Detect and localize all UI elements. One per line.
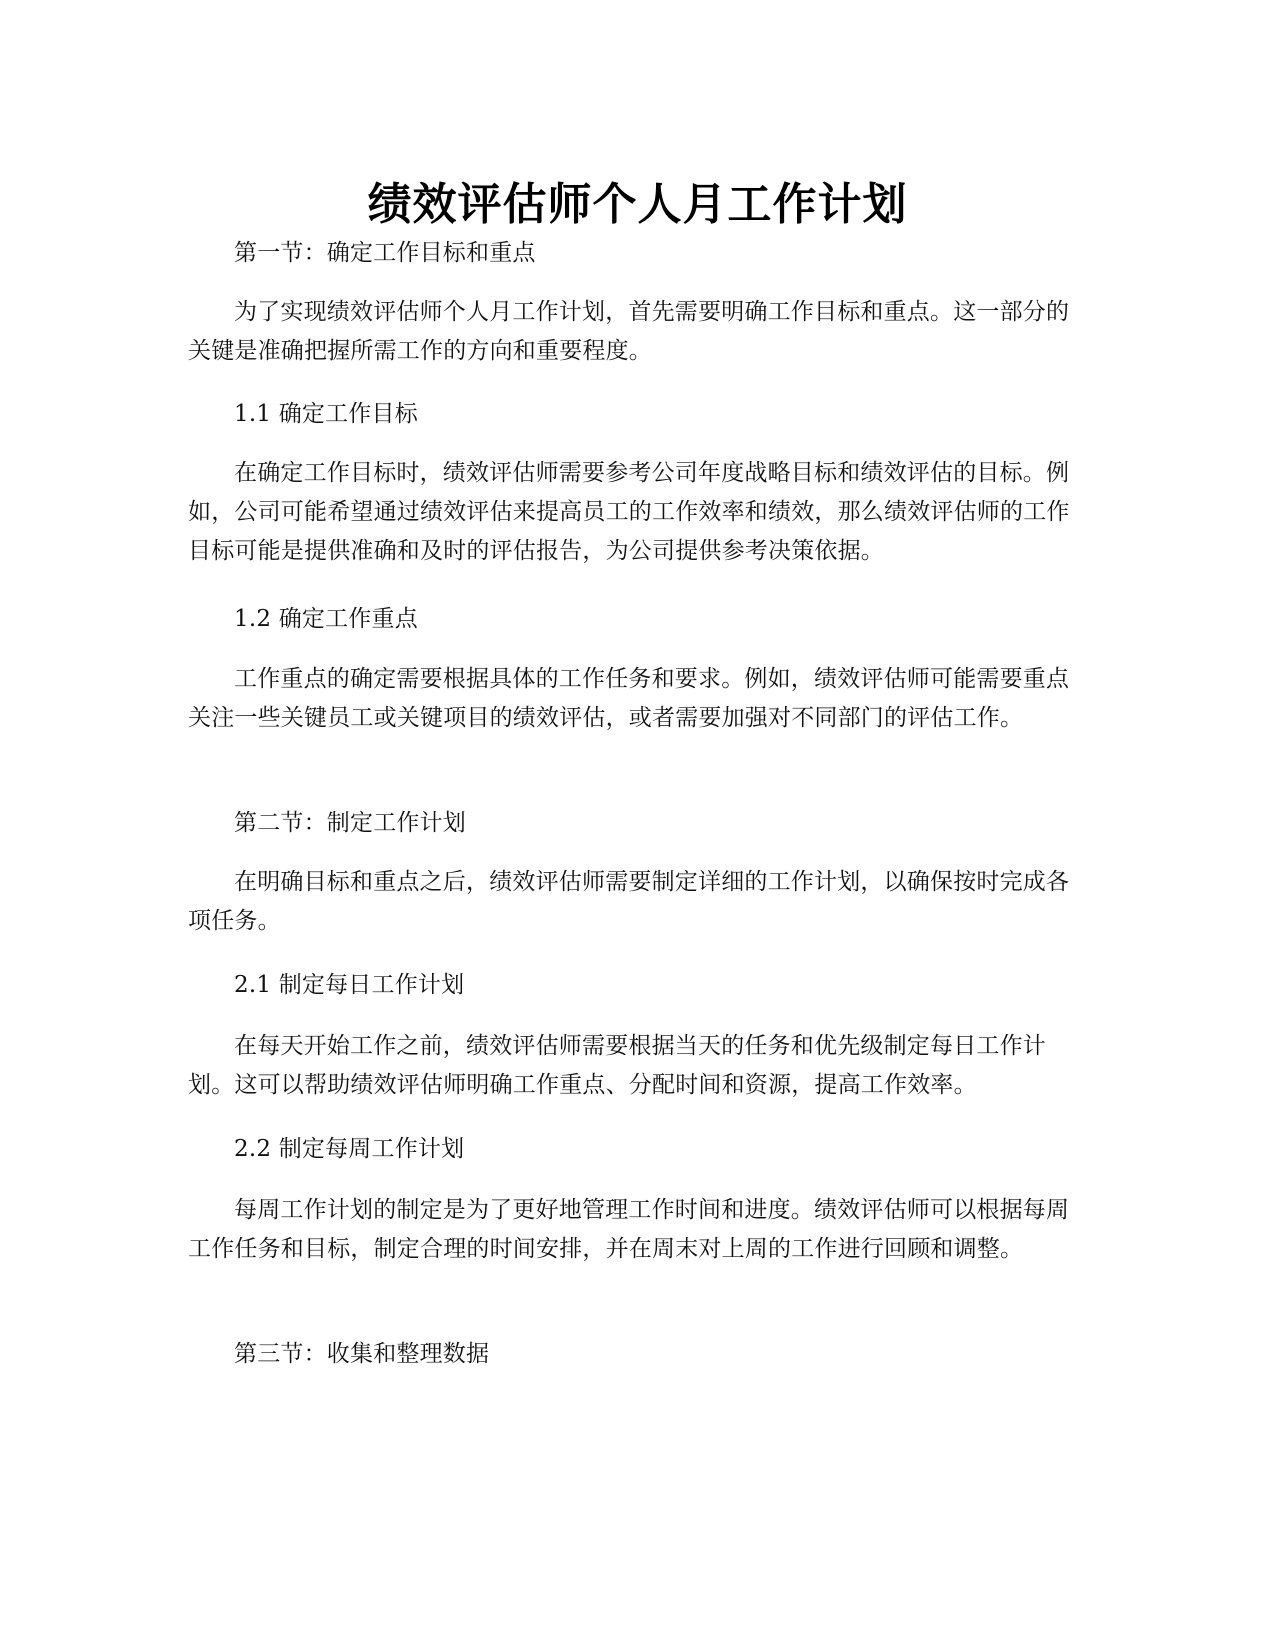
subsection-heading-2-2: 2.2 制定每周工作计划: [234, 1136, 465, 1162]
subsection-heading-2-1: 2.1 制定每日工作计划: [234, 972, 465, 998]
paragraph-6: 每周工作计划的制定是为了更好地管理工作时间和进度。绩效评估师可以根据每周工作任务和目标，制定合理的时间安排，并在周末对上周的工作进行回顾和调整。: [188, 1197, 1070, 1262]
paragraph-2: 在确定工作目标时，绩效评估师需要参考公司年度战略目标和绩效评估的目标。例如，公司可能希望通过绩效评估来提高员工的工作效率和绩效，那么绩效评估师的工作目标可能是提供准确和及时的评估报告，为公司提供参考决策依据。: [188, 460, 1070, 564]
page-title: 绩效评估师个人月工作计划: [367, 179, 908, 231]
section-heading-1: 第一节：确定工作目标和重点: [234, 240, 536, 266]
section-heading-3: 第三节：收集和整理数据: [234, 1341, 490, 1367]
paragraph-4: 在明确目标和重点之后，绩效评估师需要制定详细的工作计划，以确保按时完成各项任务。: [188, 869, 1070, 934]
subsection-heading-1-1: 1.1 确定工作目标: [234, 401, 418, 427]
paragraph-5: 在每天开始工作之前，绩效评估师需要根据当天的任务和优先级制定每日工作计划。这可以帮助绩效评估师明确工作重点、分配时间和资源，提高工作效率。: [188, 1033, 1046, 1098]
section-heading-2: 第二节：制定工作计划: [234, 810, 466, 836]
paragraph-1: 为了实现绩效评估师个人月工作计划，首先需要明确工作目标和重点。这一部分的关键是准确把握所需工作的方向和重要程度。: [188, 299, 1070, 364]
paragraph-3: 工作重点的确定需要根据具体的工作任务和要求。例如，绩效评估师可能需要重点关注一些关键员工或关键项目的绩效评估，或者需要加强对不同部门的评估工作。: [188, 666, 1070, 731]
subsection-heading-1-2: 1.2 确定工作重点: [234, 606, 418, 632]
